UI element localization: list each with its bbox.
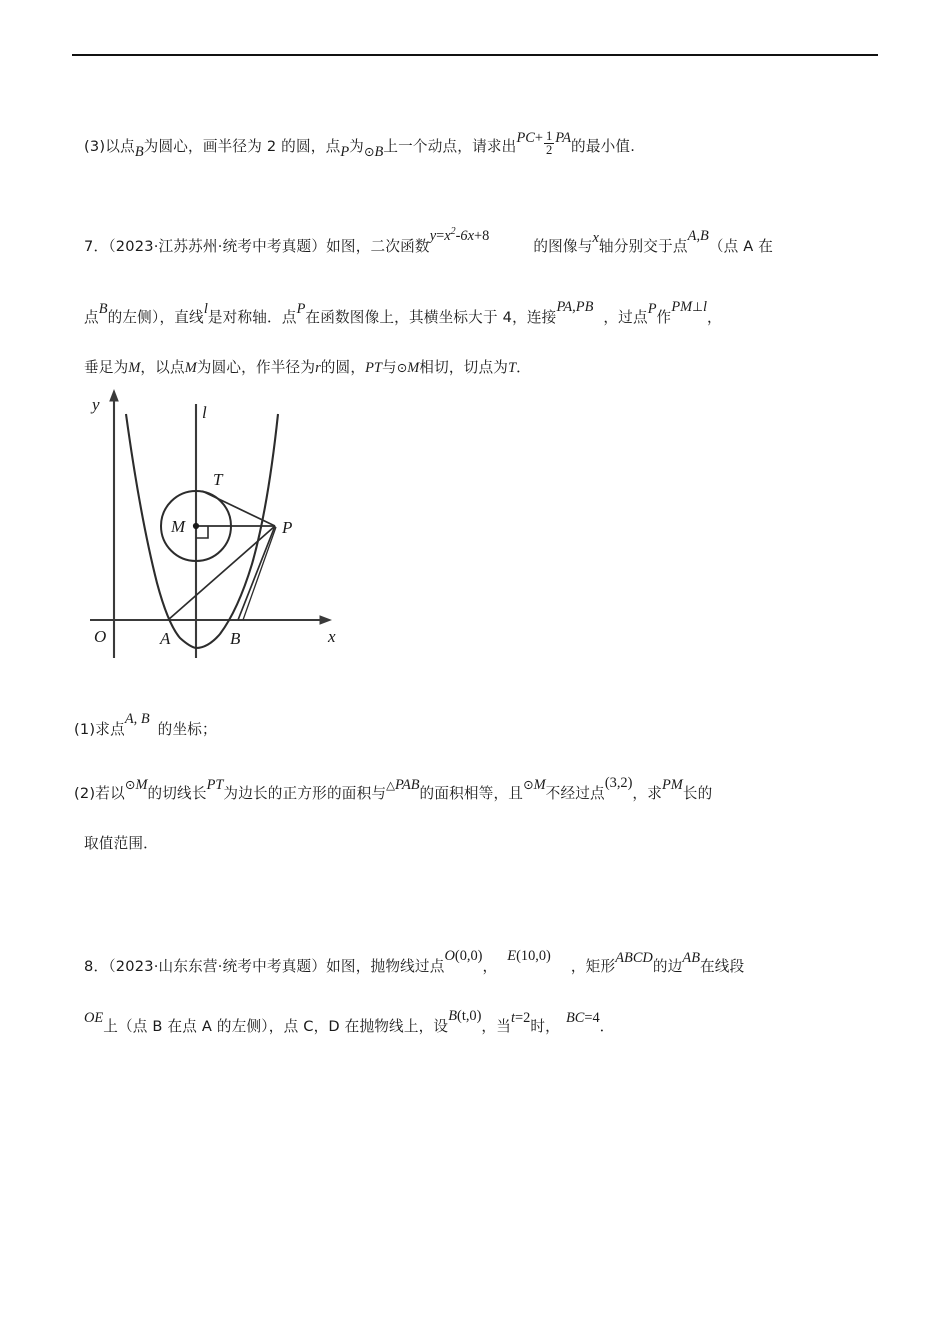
q7-part2-math-M2: M bbox=[533, 777, 546, 793]
q7-part1-text-1: 求点 bbox=[95, 721, 125, 738]
q7-part1-label: (1) bbox=[74, 721, 96, 738]
q7-part2-math-PT: PT bbox=[206, 777, 224, 793]
q7-line3-math-M3: M bbox=[407, 360, 420, 376]
q6-part3-expr-PA: PA bbox=[555, 129, 572, 146]
q7-part2-text-5: 不经过点 bbox=[545, 785, 605, 802]
q6-part3-text-3: 为 bbox=[349, 137, 364, 155]
q7-line2-math-P: P bbox=[296, 301, 306, 317]
q8-stem-line-2 bbox=[84, 1008, 615, 1035]
q7-stem-line-3 bbox=[84, 360, 531, 376]
q8-stem-line-1 bbox=[84, 948, 745, 975]
q6-part3-expr-plus: + bbox=[534, 129, 543, 146]
q7-line2-math-P2: P bbox=[647, 301, 657, 317]
q7-line2-text-1: 点 bbox=[84, 309, 99, 326]
q7-equation-equals: = bbox=[436, 228, 445, 245]
q7-line2-math-l: l bbox=[203, 301, 208, 317]
q7-part2-math-PM: PM bbox=[662, 777, 683, 793]
q8-line2-math-2: 2 bbox=[523, 1010, 531, 1026]
q7-line3-math-r: r bbox=[315, 360, 321, 376]
q8-line2-text-2: ，当 bbox=[481, 1018, 512, 1035]
q8-line1-text-1: 如图，抛物线过点 bbox=[326, 958, 445, 975]
q8-line1-math-AB: AB bbox=[682, 950, 701, 966]
q6-part3-expr-PC: PC bbox=[516, 129, 535, 146]
triangle-icon: △ bbox=[386, 778, 396, 792]
q6-part3-math-odotB: B bbox=[374, 143, 384, 160]
q8-line2-text-1: 上（点 B 在点 A 的左侧），点 C，D 在抛物线上，设 bbox=[103, 1018, 449, 1035]
q8-line2-text-3: 时， bbox=[530, 1018, 560, 1035]
q6-part3-text-5: 的最小值. bbox=[571, 137, 636, 155]
q7-part2-text-8: 取值范围． bbox=[84, 835, 158, 852]
q7-equation-exponent: 2 bbox=[450, 226, 456, 237]
label-x-axis: x bbox=[328, 627, 336, 646]
q7-number: 7． bbox=[84, 238, 109, 256]
q7-line3-text-2: ，以点 bbox=[140, 359, 185, 376]
odot-icon: ⊙ bbox=[363, 143, 375, 159]
q8-line1-text-5: 在线段 bbox=[700, 958, 745, 975]
q7-part2-text-6: ，求 bbox=[632, 785, 663, 802]
q6-part3-math-P: P bbox=[340, 143, 350, 160]
q7-figure bbox=[80, 386, 350, 666]
q7-line2-text-4: 在函数图像上，其横坐标大于 4，连接 bbox=[305, 309, 557, 326]
q8-line2-math-eq2: = bbox=[584, 1010, 593, 1026]
q7-line2-text-3: 是对称轴．点 bbox=[207, 309, 297, 326]
q8-line2-coord-B: (t,0) bbox=[457, 1008, 482, 1024]
q7-equation-plus: + bbox=[474, 228, 483, 245]
q7-equation-8: 8 bbox=[482, 228, 490, 245]
q7-line3-text-5: 与 bbox=[381, 359, 397, 376]
q7-line2-text-7: ， bbox=[707, 309, 722, 326]
q8-line2-math-B: B bbox=[448, 1008, 458, 1024]
odot-icon-2: ⊙ bbox=[396, 360, 408, 375]
q7-part2-text-2: 的切线长 bbox=[147, 785, 207, 802]
q7-part2-text-3: 为边长的正方形的面积与 bbox=[223, 785, 387, 802]
q7-line1-text-1: 如图，二次函数 bbox=[326, 238, 430, 256]
q7-equation-x: x bbox=[444, 228, 451, 245]
q8-line1-text-4: 的边 bbox=[652, 958, 683, 975]
q6-part3-text-2: 为圆心，画半径为 2 的圆，点 bbox=[143, 137, 341, 155]
q6-part3-label: (3) bbox=[84, 137, 106, 155]
q7-line3-text-4: 的圆， bbox=[320, 359, 366, 376]
q7-equation-y: y bbox=[429, 228, 437, 245]
q7-part1-math-AB: A, B bbox=[124, 711, 150, 727]
q7-line3-math-M2: M bbox=[184, 360, 197, 376]
q7-stem-line-1 bbox=[84, 226, 774, 256]
q8-line1-coord-E: (10,0) bbox=[516, 948, 551, 964]
q7-part2-math-PAB: PAB bbox=[395, 777, 420, 793]
q7-part2-line-1 bbox=[74, 775, 713, 802]
q8-line1-math-ABCD: ABCD bbox=[615, 950, 653, 966]
q7-line1-text-4: （点 A 在 bbox=[708, 238, 774, 256]
q7-part2-math-point32: (3,2) bbox=[604, 775, 633, 791]
q8-number: 8． bbox=[84, 958, 109, 975]
q7-part2-line-2 bbox=[84, 836, 158, 852]
parabola-curve bbox=[126, 414, 278, 648]
q6-part3-text-4: 上一个动点，请求出 bbox=[383, 137, 517, 155]
q7-equation-6x: 6x bbox=[460, 228, 474, 245]
fraction-denominator: 2 bbox=[546, 143, 553, 158]
q8-line2-math-t: t bbox=[511, 1010, 516, 1026]
q7-line1-math-AB: A,B bbox=[687, 228, 709, 245]
q7-line2-text-2: 的左侧），直线 bbox=[107, 309, 204, 326]
q7-figure-svg bbox=[80, 386, 350, 666]
q8-line2-text-4: ． bbox=[599, 1018, 615, 1035]
q7-line3-math-PT: PT bbox=[365, 360, 382, 376]
q7-part1-text-2: 的坐标； bbox=[157, 721, 217, 738]
q7-line1-math-x: x bbox=[592, 230, 599, 247]
label-point-T: T bbox=[213, 470, 223, 489]
q6-part3-line bbox=[84, 129, 636, 160]
q7-line2-math-l2: l bbox=[703, 299, 708, 315]
q8-line2-math-OE: OE bbox=[84, 1010, 104, 1026]
q7-part2-math-M: M bbox=[135, 777, 148, 793]
q6-part3-text-1: 以点 bbox=[105, 137, 135, 155]
label-origin-O: O bbox=[94, 627, 107, 646]
q8-line1-text-3: ，矩形 bbox=[570, 958, 616, 975]
q8-line1-coord-O: (0,0) bbox=[454, 948, 483, 964]
header-divider bbox=[72, 54, 878, 56]
q7-line3-text-1: 垂足为 bbox=[84, 359, 129, 376]
perpendicular-icon: ⊥ bbox=[692, 299, 704, 314]
q7-source: （2023·江苏苏州·统考中考真题） bbox=[108, 238, 327, 256]
q7-line2-math-B: B bbox=[98, 301, 108, 317]
segment-PA bbox=[168, 526, 275, 620]
q8-line2-math-BC: BC bbox=[565, 1010, 585, 1026]
q7-line2-math-PM: PM bbox=[671, 299, 693, 315]
q7-part1-line bbox=[74, 711, 217, 738]
label-point-A: A bbox=[160, 629, 171, 648]
odot-icon-3: ⊙ bbox=[124, 777, 136, 792]
q7-line1-text-3: 轴分别交于点 bbox=[598, 238, 688, 256]
q7-part2-text-4: 的面积相等，且 bbox=[419, 785, 524, 802]
q8-line1-math-O: O bbox=[444, 948, 455, 964]
fraction-numerator: 1 bbox=[546, 129, 553, 143]
q7-line3-text-7: ． bbox=[516, 359, 531, 376]
q7-stem-line-2 bbox=[84, 299, 722, 326]
q7-line2-text-zuo: 作 bbox=[656, 309, 672, 326]
q7-part2-text-7: 长的 bbox=[682, 785, 713, 802]
q7-equation-minus: - bbox=[455, 228, 461, 245]
q8-line2-math-eq: = bbox=[515, 1010, 524, 1026]
q7-part2-label: (2) bbox=[74, 785, 96, 802]
q7-line3-math-M: M bbox=[128, 360, 141, 376]
label-line-l: l bbox=[202, 403, 207, 422]
q7-line3-text-6: 相切，切点为 bbox=[419, 359, 509, 376]
label-point-P: P bbox=[282, 518, 293, 537]
q7-line3-text-3: 为圆心，作半径为 bbox=[196, 359, 316, 376]
q7-line3-math-T: T bbox=[508, 360, 517, 376]
q6-part3-math-B: B bbox=[134, 143, 144, 160]
q6-part3-fraction bbox=[544, 130, 554, 157]
label-y-axis: y bbox=[92, 395, 100, 414]
center-point-M bbox=[193, 523, 199, 529]
q7-line2-text-5: ，过点 bbox=[603, 309, 648, 326]
x-axis bbox=[90, 615, 332, 625]
segment-PB bbox=[238, 526, 275, 620]
q8-line2-math-4: 4 bbox=[592, 1010, 600, 1026]
q7-line2-math-PAPB: PA,PB bbox=[556, 299, 594, 315]
label-point-M: M bbox=[171, 517, 186, 536]
q8-source: （2023·山东东营·统考中考真题） bbox=[108, 958, 327, 975]
q8-line1-math-E: E bbox=[507, 948, 517, 964]
q8-line1-text-2: ， bbox=[482, 958, 498, 975]
q7-line1-text-2: 的图像与 bbox=[533, 238, 593, 256]
odot-icon-4: ⊙ bbox=[523, 777, 534, 792]
label-point-B: B bbox=[230, 629, 241, 648]
y-axis bbox=[109, 389, 119, 658]
q7-part2-text-1: 若以 bbox=[95, 785, 125, 802]
